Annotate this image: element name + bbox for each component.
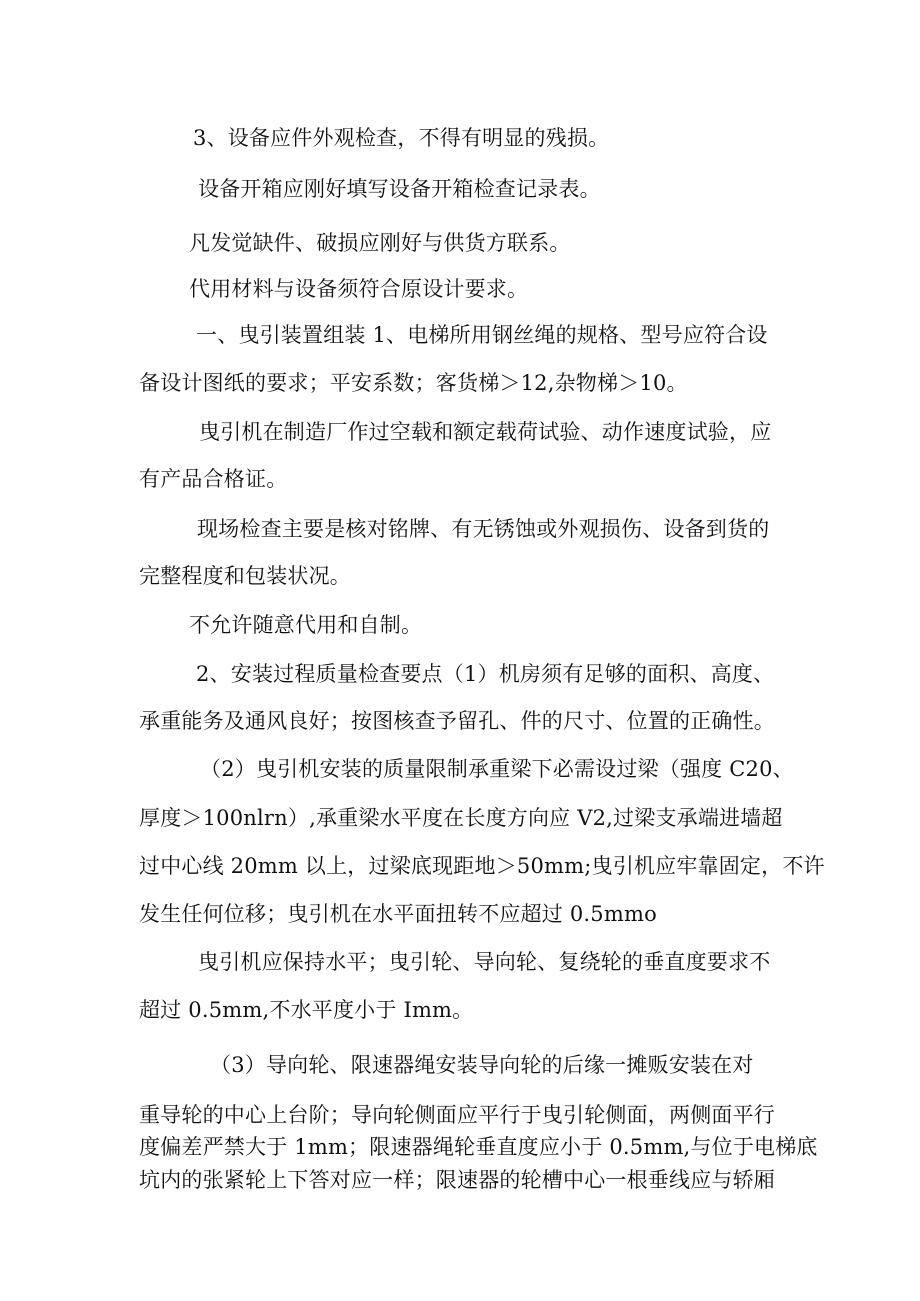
text-line: 设备开箱应刚好填写设备开箱检查记录表。: [198, 177, 601, 201]
text-line: 有产品合格证。: [139, 467, 288, 491]
text-line: 发生任何位移；曳引机在水平面扭转不应超过 0.5mmo: [139, 902, 657, 926]
text-line: 完整程度和包装状况。: [139, 564, 351, 588]
text-line: 重导轮的中心上台阶；导向轮侧面应平行于曳引轮侧面，两侧面平行: [139, 1103, 775, 1127]
text-line: （3）导向轮、限速器绳安装导向轮的后缘一摊贩安装在对: [210, 1053, 754, 1077]
text-line: 不允许随意代用和自制。: [189, 613, 423, 637]
text-line: 超过 0.5mm,不水平度小于 Imm。: [139, 998, 474, 1022]
text-line: 过中心线 20mm 以上，过梁底现距地＞50mm;曳引机应牢靠固定，不许: [139, 854, 825, 878]
text-line: 代用材料与设备须符合原设计要求。: [189, 277, 529, 301]
text-line: 3、设备应件外观检查，不得有明显的残损。: [193, 126, 610, 150]
text-line: 2、安装过程质量检查要点（1）机房须有足够的面积、高度、: [196, 662, 775, 686]
text-line: 备设计图纸的要求；平安系数；客货梯＞12,杂物梯＞10。: [139, 371, 688, 395]
text-line: 承重能务及通风良好；按图核查予留孔、件的尺寸、位置的正确性。: [139, 709, 775, 733]
text-line: 厚度＞100nlrn）,承重梁水平度在长度方向应 V2,过梁支承端进墙超: [139, 806, 783, 830]
text-line: 一、曳引装置组装 1、电梯所用钢丝绳的规格、型号应符合设: [196, 323, 768, 347]
text-line: 曳引机在制造厂作过空载和额定载荷试验、动作速度试验，应: [199, 420, 772, 444]
text-line: 现场检查主要是核对铭牌、有无锈蚀或外观损伤、设备到货的: [197, 517, 770, 541]
text-line: 坑内的张紧轮上下答对应一样；限速器的轮槽中心一根垂线应与轿厢: [139, 1168, 775, 1192]
text-line: 度偏差严禁大于 1mm；限速器绳轮垂直度应小于 0.5mm,与位于电梯底: [139, 1135, 818, 1159]
text-line: 凡发觉缺件、破损应刚好与供货方联系。: [189, 231, 571, 255]
text-line: （2）曳引机安装的质量限制承重梁下必需设过梁（强度 C20、: [200, 757, 794, 781]
text-line: 曳引机应保持水平；曳引轮、导向轮、复绕轮的垂直度要求不: [198, 950, 771, 974]
